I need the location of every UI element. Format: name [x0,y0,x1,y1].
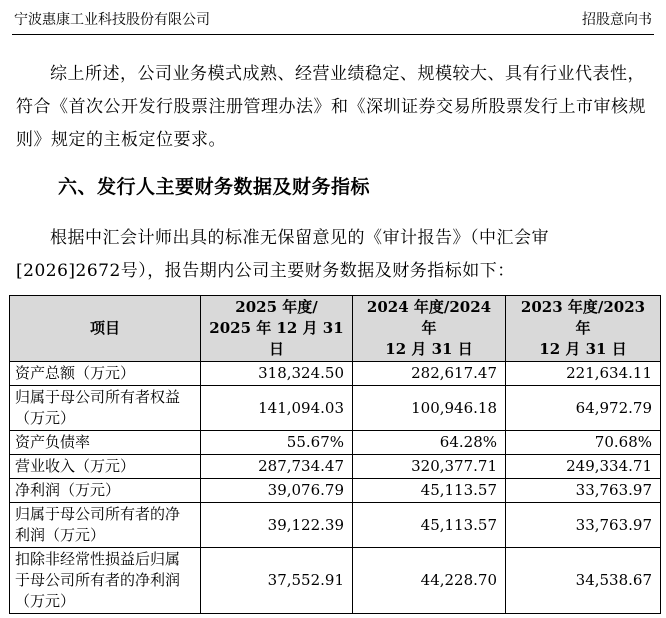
value-2023: 221,634.11 [506,362,661,386]
section-title: 六、发行人主要财务数据及财务指标 [58,176,371,198]
value-2025: 37,552.91 [201,548,353,614]
intro-paragraph: 综上所述，公司业务模式成熟、经营业绩稳定、规模较大、具有行业代表性，符合《首次公开发行股票注册管理办法》和《深圳证券交易所股票发行上市审核规则》规定的主板定位要求。 [16,64,646,150]
value-2025: 39,076.79 [201,479,353,503]
value-2024: 45,113.57 [353,503,506,548]
value-2024: 44,228.70 [353,548,506,614]
value-2024: 45,113.57 [353,479,506,503]
row-label: 资产负债率 [10,431,201,455]
table-row [10,386,661,431]
table-row [10,362,661,386]
value-2024: 320,377.71 [353,455,506,479]
row-label: 归属于母公司所有者的净利润（万元） [10,503,201,548]
value-2025: 55.67% [201,431,353,455]
header-2025: 2025 年度/ 2025 年 12 月 31 日 [201,296,353,362]
financial-data-table [9,295,661,614]
value-2024: 282,617.47 [353,362,506,386]
value-2025: 141,094.03 [201,386,353,431]
header-item: 项目 [10,296,201,362]
table-row [10,455,661,479]
table-row [10,479,661,503]
page-header [12,8,654,35]
value-2025: 39,122.39 [201,503,353,548]
value-2023: 70.68% [506,431,661,455]
row-label: 净利润（万元） [10,479,201,503]
header-2024: 2024 年度/2024 年 12 月 31 日 [353,296,506,362]
row-label: 资产总额（万元） [10,362,201,386]
row-label: 扣除非经常性损益后归属于母公司所有者的净利润（万元） [10,548,201,614]
table-row [10,548,661,614]
table-row [10,431,661,455]
value-2025: 318,324.50 [201,362,353,386]
table-row [10,503,661,548]
document-type: 招股意向书 [582,12,652,28]
value-2023: 34,538.67 [506,548,661,614]
table-intro-paragraph: 根据中汇会计师出具的标准无保留意见的《审计报告》（中汇会审[2026]2672号），报告期内公司主要财务数据及财务指标如下： [16,228,549,281]
company-name: 宁波惠康工业科技股份有限公司 [14,12,210,28]
value-2024: 100,946.18 [353,386,506,431]
table-header-row [10,296,661,362]
value-2023: 64,972.79 [506,386,661,431]
value-2024: 64.28% [353,431,506,455]
value-2025: 287,734.47 [201,455,353,479]
row-label: 归属于母公司所有者权益（万元） [10,386,201,431]
header-2023: 2023 年度/2023 年 12 月 31 日 [506,296,661,362]
value-2023: 33,763.97 [506,503,661,548]
value-2023: 33,763.97 [506,479,661,503]
row-label: 营业收入（万元） [10,455,201,479]
value-2023: 249,334.71 [506,455,661,479]
